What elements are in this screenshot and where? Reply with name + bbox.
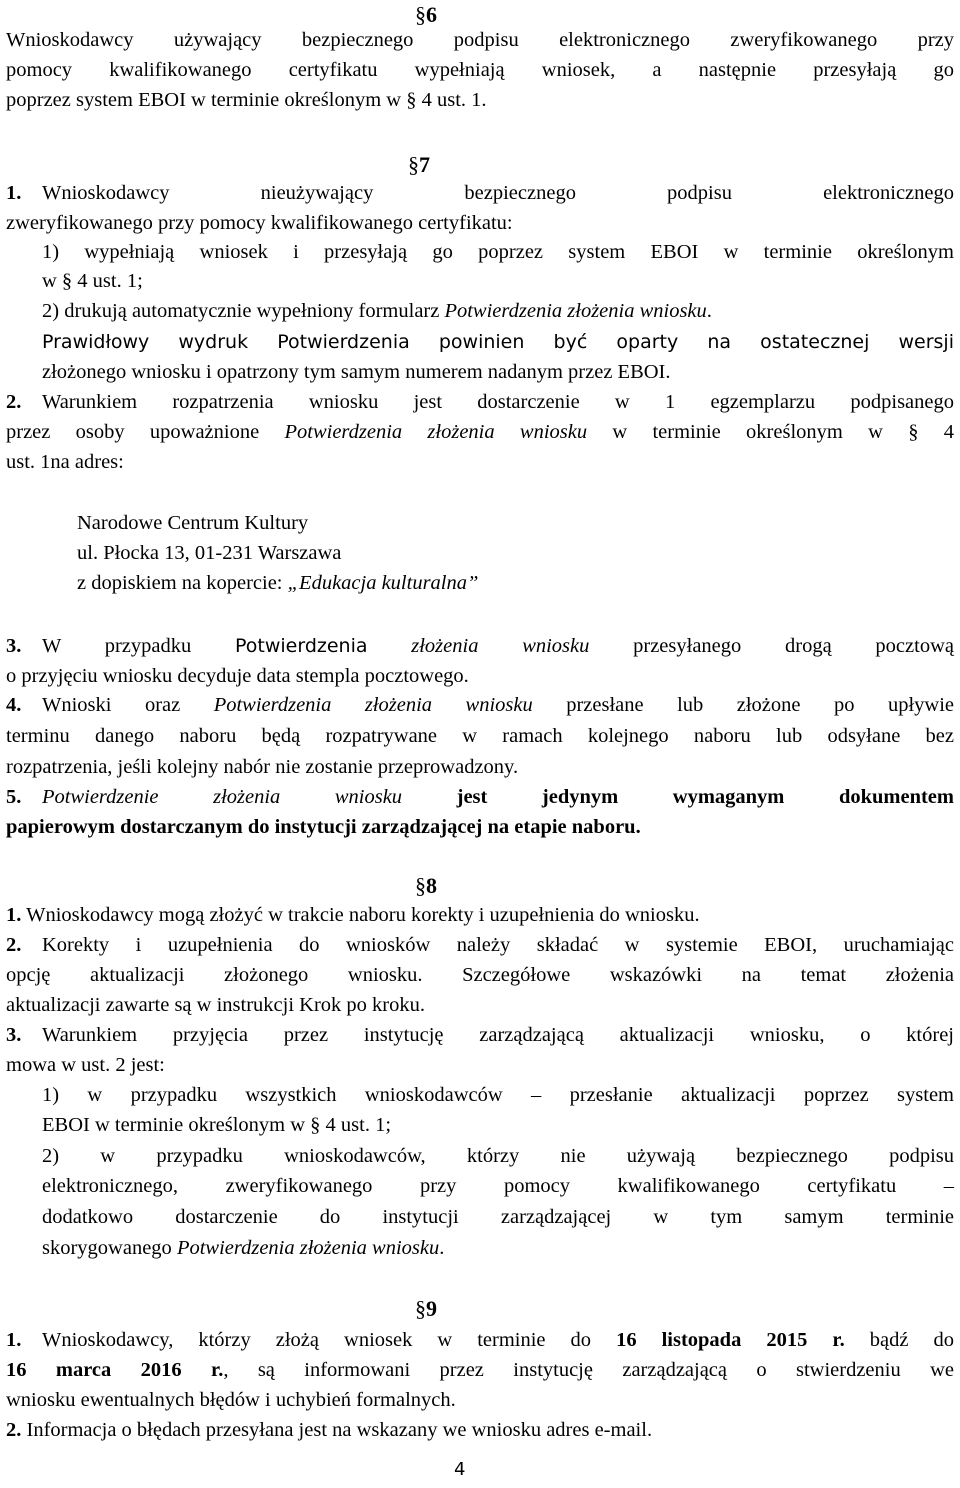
page-number: 4: [454, 1459, 466, 1480]
s8-item-2-line-3: dodatkowo dostarczenie do instytucji zarządzającej w tym samym terminie: [42, 1206, 954, 1228]
s7-item-1-line-1: 1) wypełniają wniosek i przesyłają go poprzez system EBOI w terminie określonym: [42, 241, 954, 263]
s9-p2-line-1: 2. Informacja o błędach przesyłana jest na wskazany we wniosku adres e-mail.: [6, 1419, 653, 1441]
s8-p2-line-1: 2. Korekty i uzupełnienia do wniosków należy składać w systemie EBOI, uruchamiając: [6, 934, 954, 956]
paragraph-number: 1.: [6, 182, 22, 204]
s6-line-1: Wnioskodawcy używający bezpiecznego podpisu elektronicznego zweryfikowanego przy: [6, 29, 954, 51]
s9-p1-line-1: 1. Wnioskodawcy, którzy złożą wniosek w terminie do 16 listopada 2015 r. bądź do: [6, 1329, 954, 1351]
paragraph-number: 2.: [6, 391, 22, 413]
s7-p5-line-1: 5. Potwierdzenie złożenia wniosku jest jedynym wymaganym dokumentem: [6, 786, 954, 808]
section-heading-8: §8: [415, 873, 437, 898]
paragraph-number: 1.: [6, 904, 22, 926]
s7-item-1-line-2: w § 4 ust. 1;: [42, 270, 143, 292]
s8-p3-line-1: 3. Warunkiem przyjęcia przez instytucję zarządzającą aktualizacji wniosku, o której: [6, 1024, 954, 1046]
s7-p1-line-2: zweryfikowanego przy pomocy kwalifikowanego certyfikatu:: [6, 212, 513, 234]
paragraph-number: 5.: [6, 786, 22, 808]
s7-p1-line-1: 1. Wnioskodawcy nieużywający bezpiecznego podpisu elektronicznego: [6, 182, 954, 204]
address-line-3: z dopiskiem na kopercie: „Edukacja kulturalna”: [77, 572, 479, 594]
s8-item-2-line-1: 2) w przypadku wnioskodawców, którzy nie używają bezpiecznego podpisu: [42, 1145, 954, 1167]
paragraph-number: 4.: [6, 694, 22, 716]
s8-p3-line-2: mowa w ust. 2 jest:: [6, 1054, 165, 1076]
s9-p1-line-3: wniosku ewentualnych błędów i uchybień formalnych.: [6, 1389, 456, 1411]
s7-p2-line-2: przez osoby upoważnione Potwierdzenia złożenia wniosku w terminie określonym w § 4: [6, 421, 954, 443]
s9-p1-line-2: 16 marca 2016 r., są informowani przez instytucję zarządzającą o stwierdzeniu we: [6, 1359, 954, 1381]
s7-p3-line-1: 3. W przypadku Potwierdzenia złożenia wniosku przesyłanego drogą pocztową: [6, 635, 954, 657]
s7-p4-line-1: 4. Wnioski oraz Potwierdzenia złożenia wniosku przesłane lub złożone po upływie: [6, 694, 954, 716]
s8-item-2-line-2: elektronicznego, zweryfikowanego przy pomocy kwalifikowanego certyfikatu –: [42, 1175, 954, 1197]
s7-p2-line-3: ust. 1na adres:: [6, 451, 124, 473]
paragraph-number: 1.: [6, 1329, 22, 1351]
s7-p3-line-2: o przyjęciu wniosku decyduje data stempla pocztowego.: [6, 665, 469, 687]
s8-item-1-line-2: EBOI w terminie określonym w § 4 ust. 1;: [42, 1114, 392, 1136]
s6-line-3: poprzez system EBOI w terminie określonym w § 4 ust. 1.: [6, 89, 487, 111]
s8-p2-line-3: aktualizacji zawarte są w instrukcji Krok po kroku.: [6, 994, 425, 1016]
s7-p5-line-2: papierowym dostarczanym do instytucji zarządzającej na etapie naboru.: [6, 816, 641, 838]
s7-p4-line-2: terminu danego naboru będą rozpatrywane w ramach kolejnego naboru lub odsyłane bez: [6, 725, 954, 747]
s7-item-2: 2) drukują automatycznie wypełniony formularz Potwierdzenia złożenia wniosku.: [42, 300, 712, 322]
s7-p2-line-1: 2. Warunkiem rozpatrzenia wniosku jest dostarczenie w 1 egzemplarzu podpisanego: [6, 391, 954, 413]
address-line-2: ul. Płocka 13, 01-231 Warszawa: [77, 542, 342, 564]
s8-item-1-line-1: 1) w przypadku wszystkich wnioskodawców – przesłanie aktualizacji poprzez system: [42, 1084, 954, 1106]
s8-p2-line-2: opcję aktualizacji złożonego wniosku. Szczegółowe wskazówki na temat złożenia: [6, 964, 954, 986]
paragraph-number: 3.: [6, 1024, 22, 1046]
address-line-1: Narodowe Centrum Kultury: [77, 512, 309, 534]
paragraph-number: 2.: [6, 934, 22, 956]
s6-line-2: pomocy kwalifikowanego certyfikatu wypełniają wniosek, a następnie przesyłają go: [6, 59, 954, 81]
s8-p1-line-1: 1. Wnioskodawcy mogą złożyć w trakcie naboru korekty i uzupełnienia do wniosku.: [6, 904, 700, 926]
section-heading-7: §7: [408, 152, 430, 177]
s7-note-line-2: złożonego wniosku i opatrzony tym samym numerem nadanym przez EBOI.: [42, 361, 671, 383]
s8-item-2-line-4: skorygowanego Potwierdzenia złożenia wniosku.: [42, 1237, 445, 1259]
s7-note-line-1: Prawidłowy wydruk Potwierdzenia powinien być oparty na ostatecznej wersji: [42, 331, 954, 353]
section-heading-6: §6: [415, 2, 437, 27]
paragraph-number: 3.: [6, 635, 22, 657]
section-heading-9: §9: [415, 1296, 437, 1321]
s7-p4-line-3: rozpatrzenia, jeśli kolejny nabór nie zostanie przeprowadzony.: [6, 756, 519, 778]
paragraph-number: 2.: [6, 1419, 22, 1441]
